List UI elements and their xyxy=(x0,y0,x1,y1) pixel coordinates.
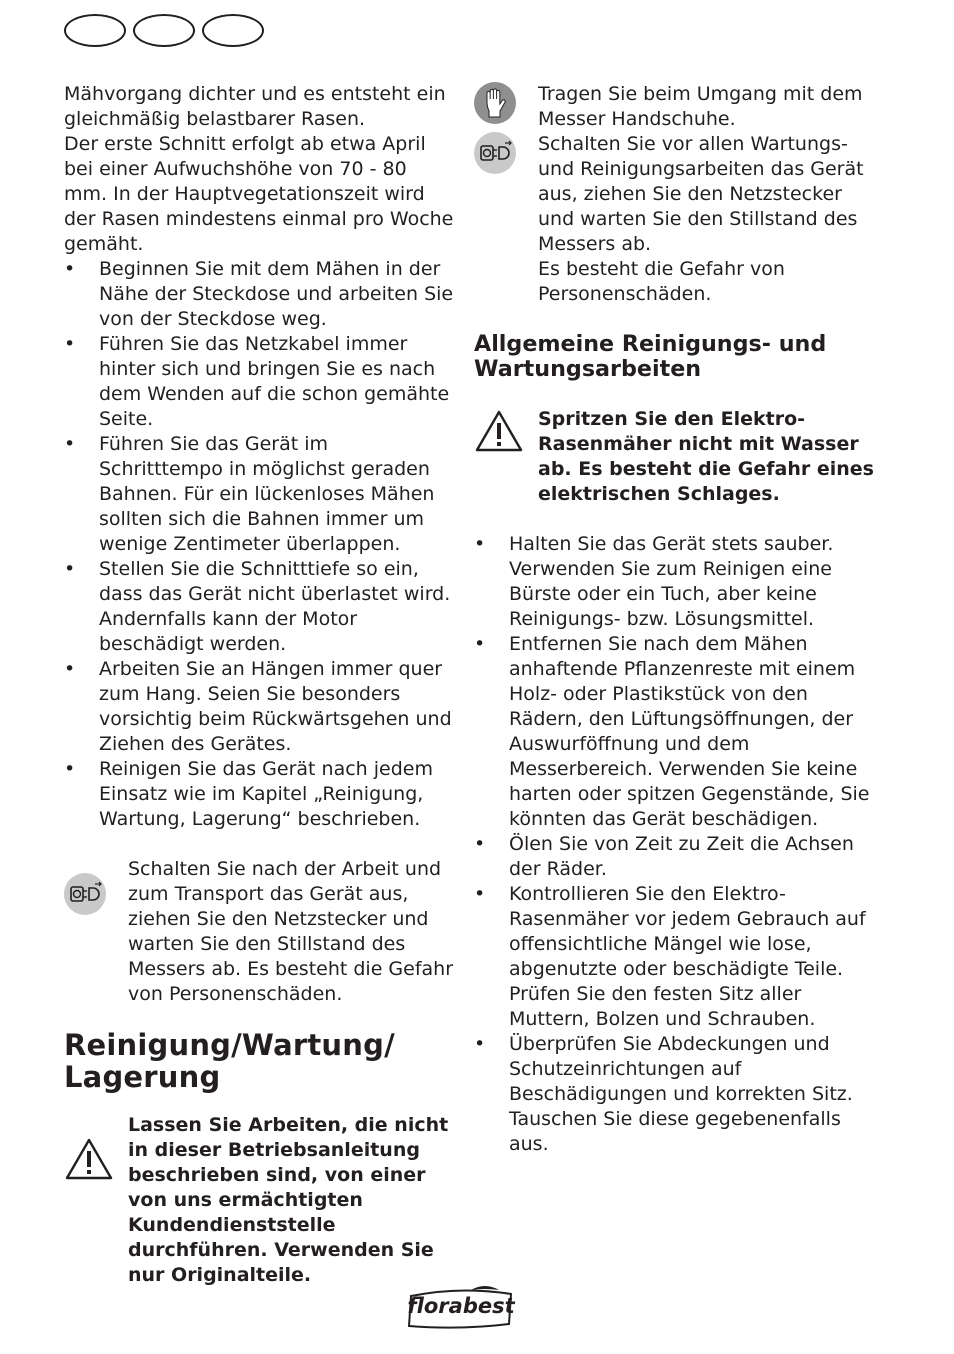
gloves-icon xyxy=(474,82,516,124)
language-tabs xyxy=(64,14,264,47)
unplug-note-text: Schalten Sie nach der Arbeit und zum Transport das Gerät aus, ziehen Sie den Netzstecker und warten Sie den Stillstand des Messers ab. Es besteht die Gefahr von Personenschäden. xyxy=(128,858,454,1005)
unplug-icon xyxy=(64,873,106,915)
warning-note xyxy=(64,1113,454,1288)
subsection-title: Allgemeine Reinigungs- und Wartungsarbeiten xyxy=(474,331,827,382)
mowing-tips-list xyxy=(64,257,454,832)
list-item: • Entfernen Sie nach dem Mähen anhaftende Pflanzenreste mit einem Holz- oder Plastikstück von den Rädern, den Lüftungsöffnungen, der Auswurföffnung und dem Messerbereich. Verwenden Sie keine harten oder spitzen Gegenstände, Sie könnten das Gerät beschädigen. xyxy=(474,633,870,830)
list-item: • Führen Sie das Netzkabel immer hinter sich und bringen Sie es nach dem Wenden auf die schon gemähte Seite. xyxy=(64,333,450,430)
bullet: • xyxy=(64,558,76,580)
bullet: • xyxy=(64,258,76,280)
list-item: • Führen Sie das Gerät im Schritttempo in möglichst geraden Bahnen. Für ein lückenloses Mähen sollten sich die Bahnen immer um wenige Zentimeter überlappen. xyxy=(64,433,435,555)
language-tab-3 xyxy=(202,14,264,47)
bullet: • xyxy=(474,833,486,855)
unplug-icon xyxy=(474,132,516,174)
bullet: • xyxy=(474,633,486,655)
danger-note-text: Es besteht die Gefahr von Personenschäden. xyxy=(538,258,785,305)
warning-text: Lassen Sie Arbeiten, die nicht in dieser Betriebsanleitung beschrieben sind, von einer von uns ermächtigten Kundendienststelle durchführen. Verwenden Sie nur Originalteile. xyxy=(128,1114,449,1286)
bullet: • xyxy=(64,658,76,680)
bullet: • xyxy=(474,883,486,905)
maintenance-list xyxy=(474,532,874,1157)
bullet: • xyxy=(64,433,76,455)
right-column xyxy=(474,82,874,1157)
language-tab-2 xyxy=(133,14,195,47)
unplug-note xyxy=(64,857,454,1007)
warning-note xyxy=(474,407,874,507)
bullet: • xyxy=(64,333,76,355)
list-item: • Arbeiten Sie an Hängen immer quer zum Hang. Seien Sie besonders vorsichtig beim Rückwärtsgehen und Ziehen des Gerätes. xyxy=(64,658,452,755)
intro-paragraph-2: Der erste Schnitt erfolgt ab etwa April bei einer Aufwuchshöhe von 70 - 80 mm. In der Hauptvegetationszeit wird der Rasen mindestens einmal pro Woche gemäht. xyxy=(64,133,454,255)
gloves-note xyxy=(474,82,874,307)
bullet: • xyxy=(64,758,76,780)
bullet: • xyxy=(474,533,486,555)
gloves-note-text: Tragen Sie beim Umgang mit dem Messer Handschuhe. xyxy=(538,83,863,130)
intro-paragraph-1: Mähvorgang dichter und es entsteht ein gleichmäßig belastbarer Rasen. xyxy=(64,83,446,130)
warning-triangle-icon xyxy=(474,409,524,453)
brand-logo xyxy=(405,1284,517,1330)
list-item: • Kontrollieren Sie den Elektro-Rasenmäher vor jedem Gebrauch auf offensichtliche Mängel wie lose, abgenutzte oder beschädigte Teile. Prüfen Sie den festen Sitz aller Muttern, Bolzen und Schrauben. xyxy=(474,883,866,1030)
warning-text: Spritzen Sie den Elektro-Rasenmäher nicht mit Wasser ab. Es besteht die Gefahr eines elektrischen Schlages. xyxy=(538,408,874,505)
list-item: • Stellen Sie die Schnitttiefe so ein, dass das Gerät nicht überlastet wird. Andernfalls kann der Motor beschädigt werden. xyxy=(64,558,451,655)
bullet: • xyxy=(474,1033,486,1055)
list-item: • Beginnen Sie mit dem Mähen in der Nähe der Steckdose und arbeiten Sie von der Steckdose weg. xyxy=(64,258,454,330)
left-column xyxy=(64,82,454,1288)
language-tab-1 xyxy=(64,14,126,47)
list-item: • Überprüfen Sie Abdeckungen und Schutzeinrichtungen auf Beschädigungen und korrekten Sitz. Tauschen Sie diese gegebenenfalls aus. xyxy=(474,1033,853,1155)
list-item: • Reinigen Sie das Gerät nach jedem Einsatz wie im Kapitel „Reinigung, Wartung, Lagerung“ beschrieben. xyxy=(64,758,433,830)
list-item: • Halten Sie das Gerät stets sauber. Verwenden Sie zum Reinigen eine Bürste oder ein Tuch, aber keine Reinigungs- bzw. Lösungsmittel. xyxy=(474,533,834,630)
list-item: • Ölen Sie von Zeit zu Zeit die Achsen der Räder. xyxy=(474,833,854,880)
logo-text: florabest xyxy=(407,1294,515,1318)
section-title: Reinigung/Wartung/ Lagerung xyxy=(64,1028,395,1094)
warning-triangle-icon xyxy=(64,1137,114,1181)
unplug-note-text: Schalten Sie vor allen Wartungs- und Reinigungsarbeiten das Gerät aus, ziehen Sie den Netzstecker und warten Sie den Stillstand des Messers ab. xyxy=(538,133,864,255)
